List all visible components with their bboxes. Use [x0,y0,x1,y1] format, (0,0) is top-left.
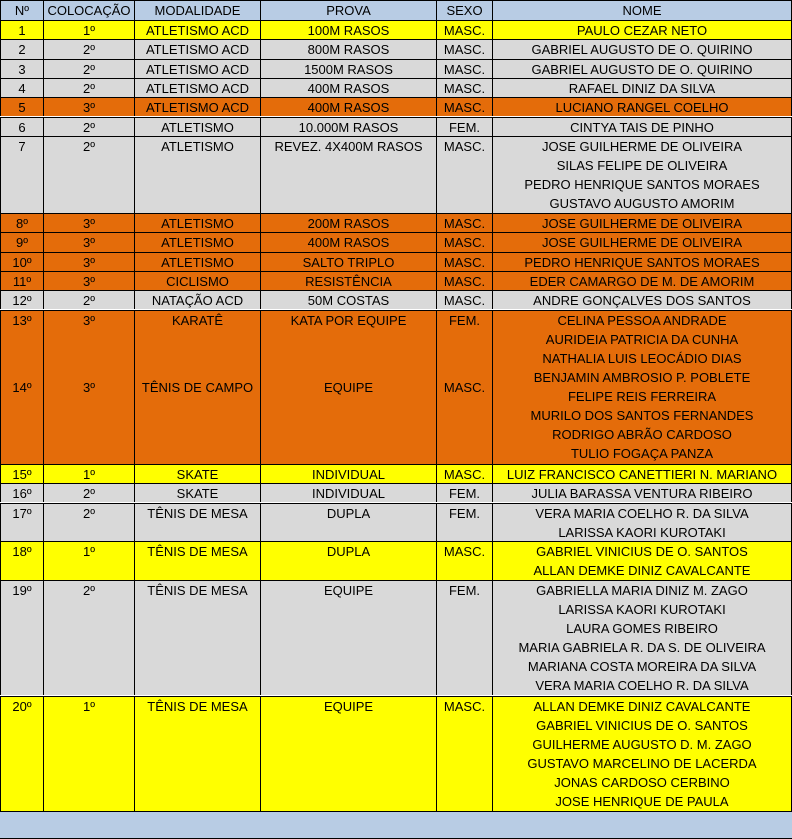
cell-prova [260,98,436,116]
cell-colocacao-text: 3º [83,273,95,289]
cell-colocacao-text: 2º [83,505,95,521]
cell-colocacao [43,697,134,812]
cell-modalidade-text: TÊNIS DE MESA [147,582,248,598]
cell-modalidade [134,465,260,483]
cell-colocacao-text: 1º [83,466,95,482]
cell-prova [260,697,436,812]
cell-nome [492,253,792,271]
table-row [0,136,792,213]
cell-sexo [436,484,492,502]
table-row [0,213,792,232]
cell-prova-text: REVEZ. 4X400M RASOS [274,138,423,154]
cell-nome [492,697,792,812]
cell-sexo-text: FEM. [448,505,481,521]
cell-sexo [436,40,492,58]
cell-n-text: 16º [12,486,32,502]
table-row [0,696,792,812]
cell-n [0,484,43,502]
cell-nome [492,118,792,136]
cell-n [0,98,43,116]
cell-n [0,581,43,696]
cell-sexo [436,253,492,271]
header-modalidade: MODALIDADE [134,1,260,20]
cell-prova-text: 800M RASOS [307,42,390,58]
cell-modalidade-text: NATAÇÃO ACD [151,293,244,309]
athlete-name: MURILO DOS SANTOS FERNANDES [530,407,754,423]
cell-modalidade-text: SKATE [176,486,219,502]
table-row [0,252,792,271]
cell-sexo [436,311,492,464]
cell-n-text: 2 [18,42,26,58]
cell-prova-text: 1500M RASOS [304,61,393,77]
athlete-name: LAURA GOMES RIBEIRO [566,620,718,636]
cell-sexo [436,697,492,812]
cell-modalidade [134,98,260,116]
athlete-name: GABRIEL AUGUSTO DE O. QUIRINO [531,42,753,58]
cell-colocacao-text: 2º [83,80,95,96]
table-row [0,39,792,58]
cell-n [0,233,43,251]
cell-prova [260,21,436,39]
cell-sexo-text: MASC. [443,544,486,560]
cell-prova-text: INDIVIDUAL [312,466,385,482]
cell-modalidade-text: ATLETISMO ACD [145,61,250,77]
cell-prova [260,118,436,136]
cell-prova-text: INDIVIDUAL [312,486,385,502]
cell-modalidade [134,60,260,78]
cell-n [0,697,43,812]
cell-nome [492,311,792,464]
cell-prova-text: RESISTÊNCIA [305,273,392,289]
cell-n [0,40,43,58]
table-row [0,310,792,464]
cell-n [0,21,43,39]
cell-nome [492,504,792,542]
cell-sexo-text: MASC. [443,61,486,77]
cell-sexo-text: MASC. [443,466,486,482]
athlete-name: CINTYA TAIS DE PINHO [570,119,714,135]
cell-prova [260,253,436,271]
athlete-name: FELIPE REIS FERREIRA [567,388,717,404]
athlete-name: LARISSA KAORI KUROTAKI [558,601,726,617]
athlete-name: LUIZ FRANCISCO CANETTIERI N. MARIANO [506,466,778,482]
table-row [0,97,792,116]
cell-nome [492,233,792,251]
cell-col [43,311,134,464]
athlete-name: GUSTAVO AUGUSTO AMORIM [549,195,735,211]
cell-sexo-text: MASC. [443,293,486,309]
table-row [0,20,792,39]
cell-colocacao-text: 3º [83,100,95,116]
table-row [0,271,792,290]
athlete-name: ALLAN DEMKE DINIZ CAVALCANTE [533,563,751,579]
header-n: Nº [0,1,43,20]
table-row [0,117,792,136]
cell-sexo [436,542,492,580]
cell-modalidade [134,272,260,290]
cell-sexo [436,272,492,290]
header-sexo: SEXO [436,1,492,20]
cell-colocacao [43,484,134,502]
table-row [0,290,792,309]
cell-mod [134,311,260,464]
cell-nome [492,137,792,213]
cell-nome [492,21,792,39]
cell-prova-text: 400M RASOS [307,100,390,116]
table-row [0,464,792,483]
cell-modalidade-text: ATLETISMO ACD [145,42,250,58]
cell-colocacao [43,291,134,309]
cell-sexo [436,581,492,696]
cell-n-text: 18º [12,544,32,560]
cell-modalidade-text: ATLETISMO ACD [145,80,250,96]
cell-nome [492,581,792,696]
cell-modalidade [134,253,260,271]
athlete-name: EDER CAMARGO DE M. DE AMORIM [529,273,755,289]
cell-sexo [436,21,492,39]
cell-n-text: 11º [12,273,32,289]
athlete-name: GUSTAVO MARCELINO DE LACERDA [527,755,757,771]
athlete-name: RODRIGO ABRÃO CARDOSO [552,426,732,442]
cell-colocacao-text: 2º [83,582,95,598]
cell-colocacao [43,465,134,483]
cell-n-text: 20º [12,698,32,714]
cell-prova-text: DUPLA [326,544,371,560]
cell-colocacao [43,118,134,136]
cell-n [0,79,43,97]
cell-modalidade-text: TÊNIS DE MESA [147,505,248,521]
cell-prova [260,137,436,213]
cell-prova [260,233,436,251]
cell-colocacao [43,581,134,696]
cell-n-text: 9º [16,235,28,251]
athlete-name: CELINA PESSOA ANDRADE [557,312,727,328]
cell-sexo-text: FEM. [448,312,481,328]
cell-sexo-text: MASC. [443,698,486,714]
cell-nome [492,465,792,483]
cell-modalidade [134,581,260,696]
cell-modalidade [134,504,260,542]
cell-colocacao [43,233,134,251]
cell-mod-text: KARATÊ [171,312,224,328]
table-row [0,232,792,251]
cell-col-text: 3º [83,312,95,328]
table-row [0,541,792,580]
cell-colocacao [43,542,134,580]
athlete-name: JONAS CARDOSO CERBINO [554,774,730,790]
athlete-name: JOSE GUILHERME DE OLIVEIRA [541,235,743,251]
cell-sexo-text: MASC. [443,254,486,270]
cell-nome [492,484,792,502]
athlete-name: BENJAMIN AMBROSIO P. POBLETE [533,369,751,385]
cell-sexo-text: MASC. [443,23,486,38]
cell-colocacao [43,60,134,78]
athlete-name: SILAS FELIPE DE OLIVEIRA [556,157,728,173]
cell-sexo-text: MASC. [443,80,486,96]
cell-prova-text: 200M RASOS [307,216,390,231]
cell-colocacao-text: 3º [83,216,95,231]
athlete-name: GABRIEL AUGUSTO DE O. QUIRINO [531,61,753,77]
cell-prova [260,272,436,290]
cell-modalidade [134,697,260,812]
cell-prova-text: 10.000M RASOS [298,119,399,135]
cell-sexo-text: MASC. [443,42,486,58]
cell-n [0,137,43,213]
cell-sexo [436,291,492,309]
cell-modalidade [134,233,260,251]
cell-colocacao-text: 1º [83,23,95,38]
cell-nome [492,60,792,78]
cell-n [0,214,43,232]
cell-prova-text: EQUIPE [323,380,374,396]
athlete-name: GABRIEL VINICIUS DE O. SANTOS [536,717,748,733]
cell-modalidade-text: ATLETISMO ACD [145,100,250,116]
cell-nome [492,79,792,97]
cell-n-text: 14º [12,380,32,396]
cell-sexo-text: MASC. [443,138,486,154]
cell-modalidade-text: CICLISMO [166,273,229,289]
cell-modalidade-text: ATLETISMO ACD [145,23,250,38]
cell-prova [260,60,436,78]
cell-nome [492,98,792,116]
athlete-name: GABRIELLA MARIA DINIZ M. ZAGO [536,582,748,598]
cell-sexo [436,214,492,232]
cell-colocacao [43,272,134,290]
cell-prova-text: 400M RASOS [307,235,390,251]
cell-sexo-text: MASC. [443,100,486,116]
cell-modalidade-text: ATLETISMO [161,235,234,251]
cell-n-text: 10º [12,254,32,270]
athlete-name: ALLAN DEMKE DINIZ CAVALCANTE [533,698,751,714]
header-nome: NOME [492,1,792,20]
cell-n-text: 12º [12,293,32,309]
cell-colocacao [43,79,134,97]
cell-sexo-text: MASC. [443,380,486,396]
cell-prova [260,40,436,58]
cell-sexo-text: MASC. [443,216,486,231]
cell-modalidade-text: ATLETISMO [161,216,234,231]
athlete-name: LARISSA KAORI KUROTAKI [558,524,726,540]
cell-modalidade [134,21,260,39]
cell-n-text: 1 [18,23,26,38]
table-row [0,59,792,78]
header-prova: PROVA [260,1,436,20]
cell-sexo-text: MASC. [443,235,486,251]
cell-colocacao [43,98,134,116]
cell-colocacao-text: 2º [83,138,95,154]
table-row [0,78,792,97]
cell-n [0,118,43,136]
cell-sexo [436,137,492,213]
cell-prova [260,311,436,464]
cell-n [0,465,43,483]
athlete-name: MARIA GABRIELA R. DA S. DE OLIVEIRA [518,639,766,655]
cell-n-text: 4 [18,80,26,96]
table-header [0,0,792,20]
cell-n [0,253,43,271]
cell-modalidade-text: TÊNIS DE MESA [147,698,248,714]
cell-sexo [436,465,492,483]
athlete-name: VERA MARIA COELHO R. DA SILVA [535,677,749,693]
cell-n-text: 19º [12,582,32,598]
cell-colocacao-text: 3º [83,254,95,270]
cell-sexo [436,118,492,136]
cell-nome [492,291,792,309]
athlete-name: PEDRO HENRIQUE SANTOS MORAES [524,254,760,270]
cell-sexo [436,233,492,251]
athlete-name: JULIA BARASSA VENTURA RIBEIRO [531,486,753,502]
cell-colocacao-text: 2º [83,119,95,135]
cell-prova [260,581,436,696]
athlete-name: JOSE HENRIQUE DE PAULA [555,793,729,809]
athlete-name: JOSE GUILHERME DE OLIVEIRA [541,216,743,231]
athlete-name: GABRIEL VINICIUS DE O. SANTOS [536,544,748,560]
cell-colocacao [43,137,134,213]
cell-modalidade-text: TÊNIS DE MESA [147,544,248,560]
cell-colocacao-text: 2º [83,486,95,502]
cell-sexo [436,504,492,542]
cell-prova-text: EQUIPE [323,582,374,598]
table-row [0,580,792,696]
cell-prova-text: 50M COSTAS [307,293,390,309]
cell-n-text: 5 [18,100,26,116]
cell-n-text: 13º [12,312,32,328]
cell-n [0,504,43,542]
athlete-name: JOSE GUILHERME DE OLIVEIRA [541,138,743,154]
cell-colocacao [43,214,134,232]
cell-colocacao-text: 1º [83,544,95,560]
cell-colocacao [43,253,134,271]
athlete-name: AURIDEIA PATRICIA DA CUNHA [545,331,739,347]
cell-nome [492,40,792,58]
cell-prova [260,484,436,502]
cell-nome [492,542,792,580]
cell-prova-text: 400M RASOS [307,80,390,96]
cell-modalidade [134,40,260,58]
athlete-name: MARIANA COSTA MOREIRA DA SILVA [527,658,757,674]
cell-colocacao-text: 3º [83,235,95,251]
cell-modalidade-text: SKATE [176,466,219,482]
cell-n-text: 17º [12,505,32,521]
cell-prova [260,214,436,232]
cell-prova [260,465,436,483]
cell-prova [260,542,436,580]
cell-n [0,311,43,464]
cell-n-text: 8º [16,216,28,231]
cell-colocacao [43,504,134,542]
cell-colocacao [43,21,134,39]
cell-n [0,272,43,290]
cell-n-text: 3 [18,61,26,77]
cell-prova [260,504,436,542]
cell-prova [260,291,436,309]
cell-colocacao [43,40,134,58]
cell-n [0,60,43,78]
cell-modalidade [134,137,260,213]
cell-modalidade [134,291,260,309]
cell-modalidade [134,542,260,580]
cell-colocacao-text: 1º [83,698,95,714]
athlete-name: RAFAEL DINIZ DA SILVA [568,80,716,96]
cell-colocacao-text: 2º [83,293,95,309]
cell-sexo-text: FEM. [448,582,481,598]
cell-modalidade [134,79,260,97]
athlete-name: VERA MARIA COELHO R. DA SILVA [535,505,749,521]
cell-prova-text: SALTO TRIPLO [302,254,395,270]
athlete-name: LUCIANO RANGEL COELHO [555,100,729,116]
cell-modalidade-text: ATLETISMO [161,138,234,154]
cell-sexo [436,98,492,116]
athlete-name: PEDRO HENRIQUE SANTOS MORAES [524,176,760,192]
cell-nome [492,272,792,290]
cell-n [0,542,43,580]
table-row [0,503,792,542]
athlete-name: ANDRE GONÇALVES DOS SANTOS [533,293,751,309]
athlete-name: GUILHERME AUGUSTO D. M. ZAGO [532,736,752,752]
cell-sexo-text: MASC. [443,273,486,289]
cell-prova-text: KATA POR EQUIPE [290,312,407,328]
table-footer [0,811,792,839]
athlete-name: NATHALIA LUIS LEOCÁDIO DIAS [542,350,742,366]
cell-n-text: 6 [18,119,26,135]
cell-n-text: 15º [12,466,32,482]
cell-prova-text: 100M RASOS [307,23,390,38]
athlete-name: PAULO CEZAR NETO [576,23,708,38]
cell-modalidade [134,484,260,502]
cell-sexo-text: FEM. [448,119,481,135]
cell-sexo [436,79,492,97]
cell-colocacao-text: 2º [83,61,95,77]
cell-modalidade [134,118,260,136]
cell-col-text: 3º [83,380,95,396]
cell-n-text: 7 [18,138,26,154]
cell-nome [492,214,792,232]
cell-sexo-text: FEM. [448,486,481,502]
cell-sexo [436,60,492,78]
cell-mod-text: TÊNIS DE CAMPO [141,380,254,396]
athlete-name: TULIO FOGAÇA PANZA [570,445,714,461]
header-colocacao: COLOCAÇÃO [43,1,134,20]
cell-prova [260,79,436,97]
cell-prova-text: DUPLA [326,505,371,521]
cell-colocacao-text: 2º [83,42,95,58]
cell-modalidade-text: ATLETISMO [161,254,234,270]
cell-n [0,291,43,309]
cell-modalidade-text: ATLETISMO [161,119,234,135]
cell-prova-text: EQUIPE [323,698,374,714]
table-row [0,483,792,502]
cell-modalidade [134,214,260,232]
